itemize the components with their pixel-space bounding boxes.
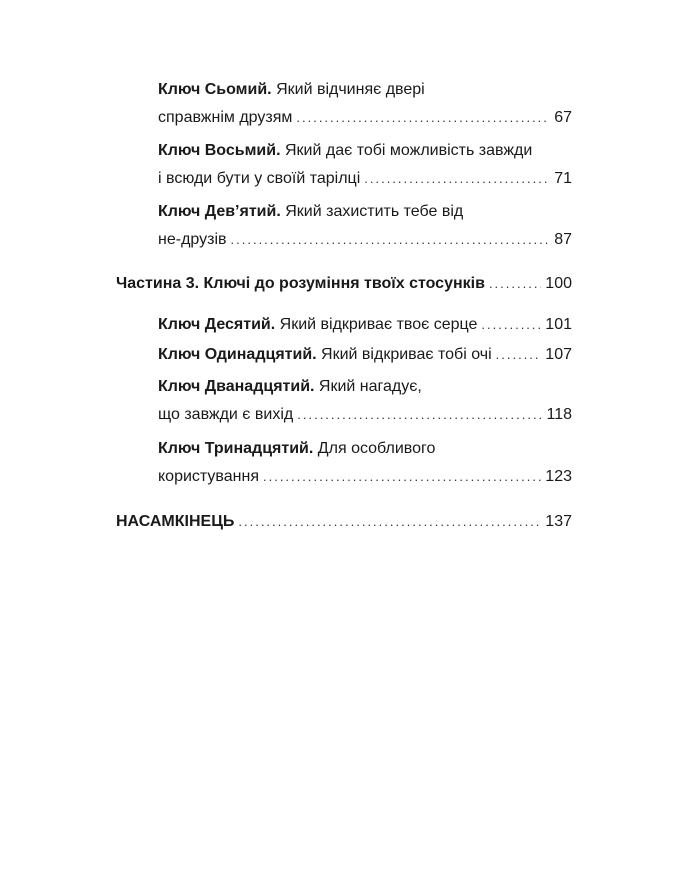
page-number: 123 [545,468,572,485]
toc-entry-line1 [158,373,572,401]
toc-entry-description: Який дає тобі можливість завжди [280,142,533,159]
toc-entry-description: Який нагадує, [314,378,422,395]
toc-entry-description-cont: користування [158,468,259,485]
toc-entry-key-13[interactable] [158,435,572,491]
dot-leader [238,508,541,536]
page-number: 137 [545,513,572,530]
toc-entry-description: Який відчиняє двері [271,81,425,98]
toc-entry-description: Який відкриває тобі очі [316,346,492,363]
toc-entry-line [116,508,572,536]
toc-entry-key-9[interactable] [158,198,572,254]
toc-entry-description-cont: що завжди є вихід [158,406,294,423]
toc-entry-line2 [158,463,572,491]
dot-leader [296,104,550,132]
toc-entry-key-title: Ключ Десятий. [158,316,276,333]
toc-entry-description-cont: не-друзів [158,231,227,248]
toc-entry-line2 [158,165,572,193]
toc-entry-key-title: Ключ Дев’ятий. [158,203,281,220]
toc-entry-description: Для особливого [313,440,436,457]
page-number: 67 [554,109,572,126]
toc-entry-description-cont: і всюди бути у своїй тарілці [158,170,361,187]
dot-leader [297,401,542,429]
toc-entry-key-title: Ключ Восьмий. [158,142,281,159]
dot-leader [263,463,541,491]
dot-leader [364,165,550,193]
toc-entry-line2 [158,226,572,254]
page-number: 71 [554,170,572,187]
toc-entry-description-cont: справжнім друзям [158,109,293,126]
toc-entry-key-11[interactable] [158,341,572,369]
toc-entry-line1 [158,435,572,463]
toc-entry-line1 [158,76,572,104]
toc-entry-key-title: Ключ Тринадцятий. [158,440,314,457]
toc-entry-key-12[interactable] [158,373,572,429]
toc-part-title: Частина 3. Ключі до розуміння твоїх стосунків [116,275,485,292]
toc-entry-description: Який відкриває твоє серце [275,316,478,333]
page-number: 107 [545,346,572,363]
toc-entry-line [158,341,572,369]
toc-entry-text [158,311,477,339]
dot-leader [481,311,541,339]
toc-entry-text [158,341,492,369]
toc-entry-key-10[interactable] [158,311,572,339]
toc-entry-ending[interactable] [116,508,572,536]
toc-entry-key-title: Ключ Сьомий. [158,81,272,98]
toc-entry-description: Який захистить тебе від [280,203,464,220]
toc-ending-title: НАСАМКІНЕЦЬ [116,513,235,530]
toc-entry-key-8[interactable] [158,137,572,193]
page-number: 100 [545,275,572,292]
dot-leader [489,270,541,298]
dot-leader [231,226,551,254]
toc-entry-line1 [158,198,572,226]
toc-entry-key-title: Ключ Одинадцятий. [158,346,317,363]
toc-entry-line [116,270,572,298]
page-number: 118 [546,406,572,423]
toc-entry-part-3[interactable] [116,270,572,298]
dot-leader [496,341,542,369]
toc-entry-key-title: Ключ Дванадцятий. [158,378,315,395]
toc-entry-line [158,311,572,339]
page-number: 87 [554,231,572,248]
page-number: 101 [545,316,572,333]
toc-entry-line2 [158,401,572,429]
toc-entry-line1 [158,137,572,165]
toc-entry-key-7[interactable] [158,76,572,132]
toc-entry-line2 [158,104,572,132]
